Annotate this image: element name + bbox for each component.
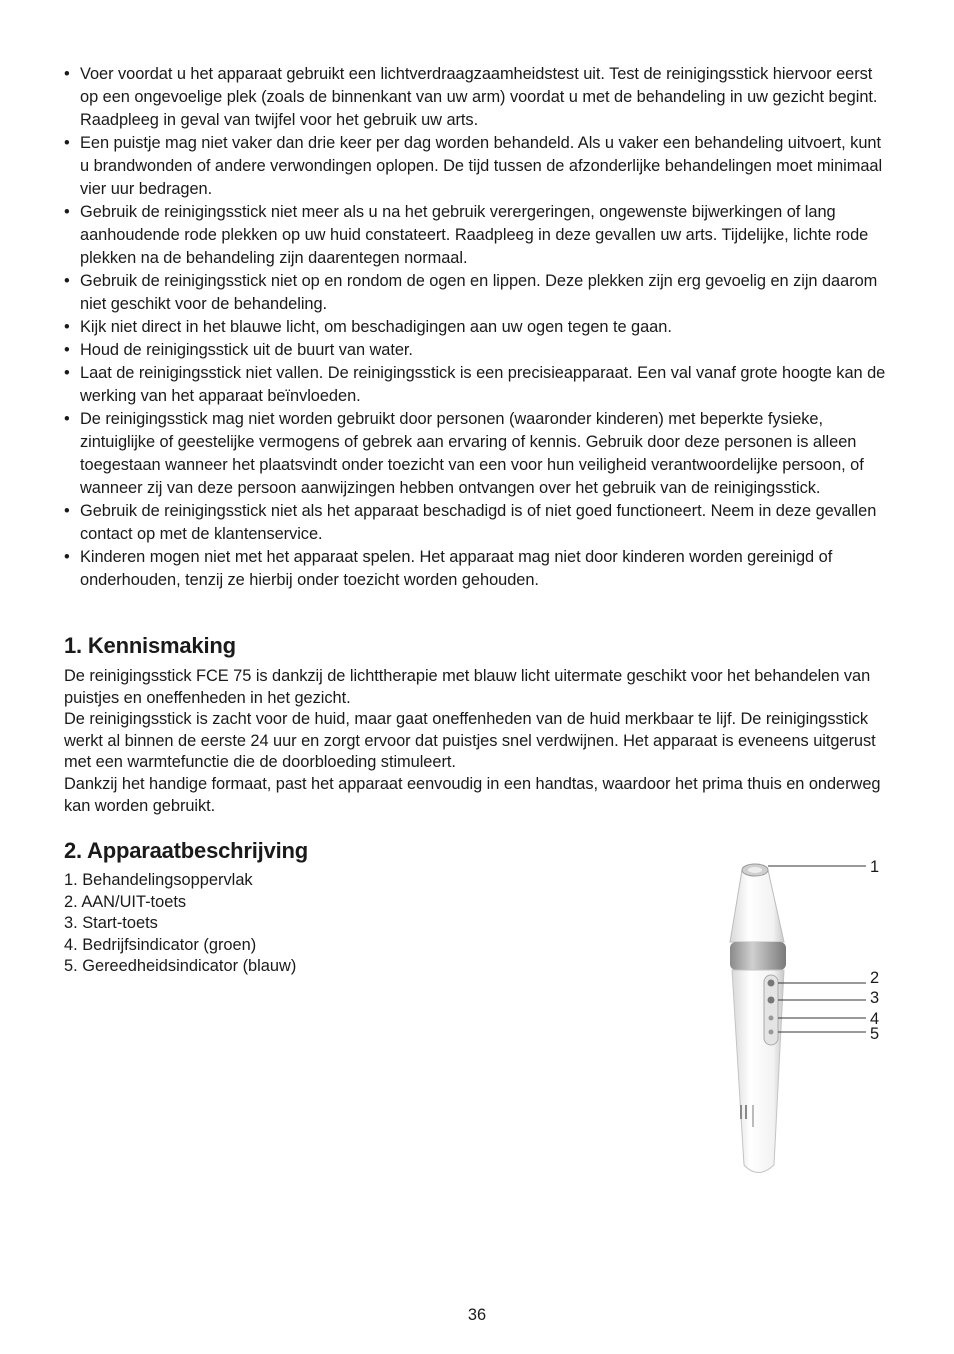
list-item: • Houd de reinigingsstick uit de buurt van water. [64, 341, 413, 359]
callout-3: 3 [870, 989, 880, 1007]
list-item: • Een puistje mag niet vaker dan drie keer per dag worden behandeld. Als u vaker een behandeling uitvoert, kunt u brandwonden of andere verwondingen oplopen. De tijd tussen de afzonderlijke behandelingen moet minimaal vier uur bedragen. [64, 134, 883, 198]
list-item: 5. Gereedheidsindicator (blauw) [64, 957, 297, 975]
page-number: 36 [467, 1306, 487, 1324]
list-item: • Gebruik de reinigingsstick niet als het apparaat beschadigd is of niet goed functioneert. Neem in deze gevallen contact op met de klantenservice. [64, 502, 877, 543]
callout-1: 1 [870, 858, 880, 876]
list-item: • Kinderen mogen niet met het apparaat spelen. Het apparaat mag niet door kinderen worden gereinigd of onderhouden, tenzij ze hierbij onder toezicht worden gehouden. [64, 548, 833, 589]
list-item: • Gebruik de reinigingsstick niet op en rondom de ogen en lippen. Deze plekken zijn erg gevoelig en zijn daarom niet geschikt voor de behandeling. [64, 272, 878, 313]
callout-4: 4 [870, 1010, 880, 1028]
list-item: • Laat de reinigingsstick niet vallen. De reinigingsstick is een precisieapparaat. Een val vanaf grote hoogte kan de werking van het apparaat beïnvloeden. [64, 364, 886, 405]
section-heading-kennismaking: 1. Kennismaking [64, 633, 236, 658]
callout-2: 2 [870, 969, 880, 987]
list-item: 3. Start-toets [64, 914, 158, 932]
list-item: • De reinigingsstick mag niet worden gebruikt door personen (waaronder kinderen) met beperkte fysieke, zintuiglijke of geestelijke vermogens of gebrek aan ervaring of kennis. Gebruik door deze personen is alleen toegestaan wanneer het plaatsvindt onder toezicht van een voor hun veiligheid verantwoordelijke persoon, of wanneer zij van deze persoon aanwijzingen hebben ontvangen over het gebruik van de reinigingsstick. [64, 410, 864, 497]
list-item: 2. AAN/UIT-toets [64, 892, 187, 911]
section-heading-apparaatbeschrijving: 2. Apparaatbeschrijving [64, 838, 308, 863]
device-illustration [700, 850, 900, 1190]
parts-list [64, 870, 296, 978]
list-item: • Kijk niet direct in het blauwe licht, om beschadigingen aan uw ogen tegen te gaan. [64, 318, 672, 336]
intro-paragraph: De reinigingsstick FCE 75 is dankzij de lichttherapie met blauw licht uitermate geschikt voor het behandelen van puistjes en oneffenheden in het gezicht. De reinigingsstick is zacht voor de huid, maar gaat oneffenheden van de huid merkbaar te lijf. De reinigingsstick werkt al binnen de eerste 24 uur en zorgt ervoor dat puistjes snel verdwijnen. Het apparaat is eveneens uitgerust met een warmtefunctie die de doorbloeding stimuleert. Dankzij het handige formaat, past het apparaat eenvoudig in een handtas, waardoor het prima thuis en onderweg kan worden gebruikt. [64, 667, 881, 815]
list-item: • Voer voordat u het apparaat gebruikt een lichtverdraagzaamheidstest uit. Test de reinigingsstick hiervoor eerst op een ongevoelige plek (zoals de binnenkant van uw arm) voordat u met de behandeling in uw gezicht begint. Raadpleeg in geval van twijfel voor het gebruik uw arts. [64, 65, 878, 129]
list-item: • Gebruik de reinigingsstick niet meer als u na het gebruik verergeringen, ongewenste bijwerkingen of lang aanhoudende rode plekken op uw huid constateert. Raadpleeg in deze gevallen uw arts. Tijdelijke, lichte rode plekken na de behandeling zijn daarentegen normaal. [64, 203, 869, 267]
list-item: 1. Behandelingsoppervlak [64, 871, 253, 889]
safety-bullet-list [64, 63, 894, 592]
callout-5: 5 [870, 1025, 880, 1043]
list-item: 4. Bedrijfsindicator (groen) [64, 935, 257, 954]
